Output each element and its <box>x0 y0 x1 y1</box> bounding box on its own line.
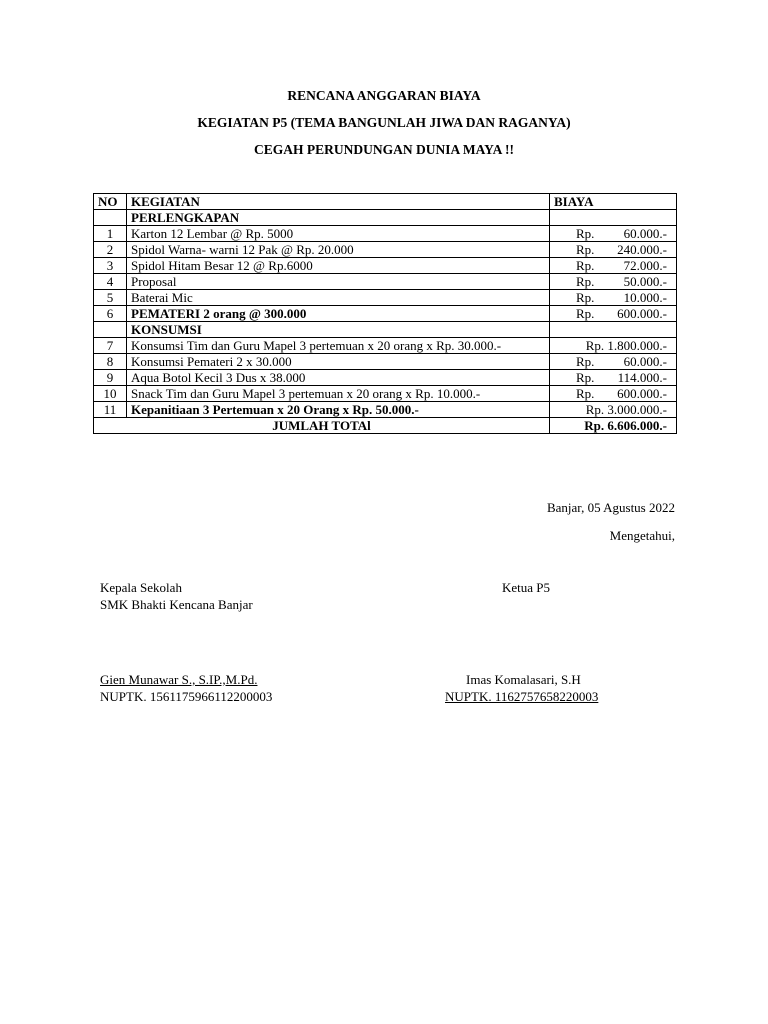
row-kegiatan: Konsumsi Tim dan Guru Mapel 3 pertemuan x 20 orang x Rp. 30.000.- <box>127 338 550 354</box>
row-biaya <box>550 258 677 274</box>
row-number: 4 <box>94 274 127 290</box>
amount-value: 72.000.- <box>623 258 667 273</box>
row-kegiatan: Spidol Warna- warni 12 Pak @ Rp. 20.000 <box>127 242 550 258</box>
currency-label: Rp. <box>576 242 595 257</box>
currency-label: Rp. <box>576 258 595 273</box>
document-title: RENCANA ANGGARAN BIAYA <box>287 88 481 103</box>
currency-label: Rp. <box>576 226 595 241</box>
amount-value: Rp. 3.000.000.- <box>585 402 667 417</box>
row-number: 8 <box>94 354 127 370</box>
amount-value: 50.000.- <box>623 274 667 289</box>
row-biaya <box>550 242 677 258</box>
column-header-no: NO <box>94 194 127 210</box>
left-signatory-role: Kepala Sekolah <box>100 580 182 595</box>
row-number: 2 <box>94 242 127 258</box>
currency-label: Rp. <box>576 274 595 289</box>
row-kegiatan: Baterai Mic <box>127 290 550 306</box>
amount-value: 240.000.- <box>617 242 667 257</box>
row-biaya <box>550 386 677 402</box>
row-biaya <box>550 354 677 370</box>
row-number: 3 <box>94 258 127 274</box>
row-number: 1 <box>94 226 127 242</box>
amount-value: 600.000.- <box>617 306 667 321</box>
document-theme: CEGAH PERUNDUNGAN DUNIA MAYA !! <box>253 142 514 157</box>
total-label: JUMLAH TOTAl <box>94 418 550 434</box>
table-row <box>94 226 677 242</box>
row-number: 6 <box>94 306 127 322</box>
row-number: 7 <box>94 338 127 354</box>
row-biaya <box>550 402 677 418</box>
left-signatory-org: SMK Bhakti Kencana Banjar <box>100 597 253 612</box>
section-label-perlengkapan: PERLENGKAPAN <box>127 210 550 226</box>
total-row <box>94 418 677 434</box>
total-value: Rp. 6.606.000.- <box>584 418 667 433</box>
section-label-konsumsi: KONSUMSI <box>127 322 550 338</box>
amount-value: 10.000.- <box>623 290 667 305</box>
row-biaya <box>550 290 677 306</box>
right-signatory-id: NUPTK. 1162757658220003 <box>445 689 599 704</box>
right-signatory-role: Ketua P5 <box>502 580 551 595</box>
row-number: 10 <box>94 386 127 402</box>
amount-value: 600.000.- <box>617 386 667 401</box>
row-kegiatan: Snack Tim dan Guru Mapel 3 pertemuan x 20 orang x Rp. 10.000.- <box>127 386 550 402</box>
currency-label: Rp. <box>576 354 595 369</box>
row-number: 11 <box>94 402 127 418</box>
row-kegiatan: Karton 12 Lembar @ Rp. 5000 <box>127 226 550 242</box>
row-number: 5 <box>94 290 127 306</box>
currency-label: Rp. <box>576 290 595 305</box>
row-kegiatan: Proposal <box>127 274 550 290</box>
left-signatory-id: NUPTK. 1561175966112200003 <box>100 689 273 704</box>
row-biaya <box>550 306 677 322</box>
amount-value: 60.000.- <box>623 226 667 241</box>
section-row <box>94 322 677 338</box>
table-row <box>94 338 677 354</box>
row-biaya <box>550 370 677 386</box>
document-subtitle: KEGIATAN P5 (TEMA BANGUNLAH JIWA DAN RAGANYA) <box>197 115 571 130</box>
row-biaya <box>550 338 677 354</box>
table-row <box>94 258 677 274</box>
row-kegiatan: Spidol Hitam Besar 12 @ Rp.6000 <box>127 258 550 274</box>
currency-label: Rp. <box>576 306 595 321</box>
table-row <box>94 386 677 402</box>
amount-value: 114.000.- <box>617 370 667 385</box>
row-kegiatan: PEMATERI 2 orang @ 300.000 <box>127 306 550 322</box>
row-kegiatan: Konsumsi Pemateri 2 x 30.000 <box>127 354 550 370</box>
column-header-kegiatan: KEGIATAN <box>127 194 550 210</box>
section-row <box>94 210 677 226</box>
row-kegiatan: Kepanitiaan 3 Pertemuan x 20 Orang x Rp. 50.000.- <box>127 402 550 418</box>
row-biaya <box>550 226 677 242</box>
place-date: Banjar, 05 Agustus 2022 <box>546 500 675 515</box>
table-row <box>94 274 677 290</box>
amount-value: 60.000.- <box>623 354 667 369</box>
table-header-row <box>94 194 677 210</box>
budget-table <box>93 193 677 434</box>
total-cell <box>550 418 677 434</box>
row-number: 9 <box>94 370 127 386</box>
currency-label: Rp. <box>576 370 595 385</box>
table-row <box>94 306 677 322</box>
row-biaya <box>550 274 677 290</box>
table-row <box>94 354 677 370</box>
amount-value: Rp. 1.800.000.- <box>585 338 667 353</box>
left-signatory-name: Gien Munawar S., S.IP.,M.Pd. <box>100 672 258 687</box>
table-row <box>94 370 677 386</box>
table-row <box>94 290 677 306</box>
mengetahui-label: Mengetahui, <box>609 528 675 543</box>
column-header-biaya: BIAYA <box>550 194 677 210</box>
currency-label: Rp. <box>576 386 595 401</box>
table-row <box>94 242 677 258</box>
right-signatory-name: Imas Komalasari, S.H <box>466 672 581 687</box>
row-kegiatan: Aqua Botol Kecil 3 Dus x 38.000 <box>127 370 550 386</box>
table-row <box>94 402 677 418</box>
